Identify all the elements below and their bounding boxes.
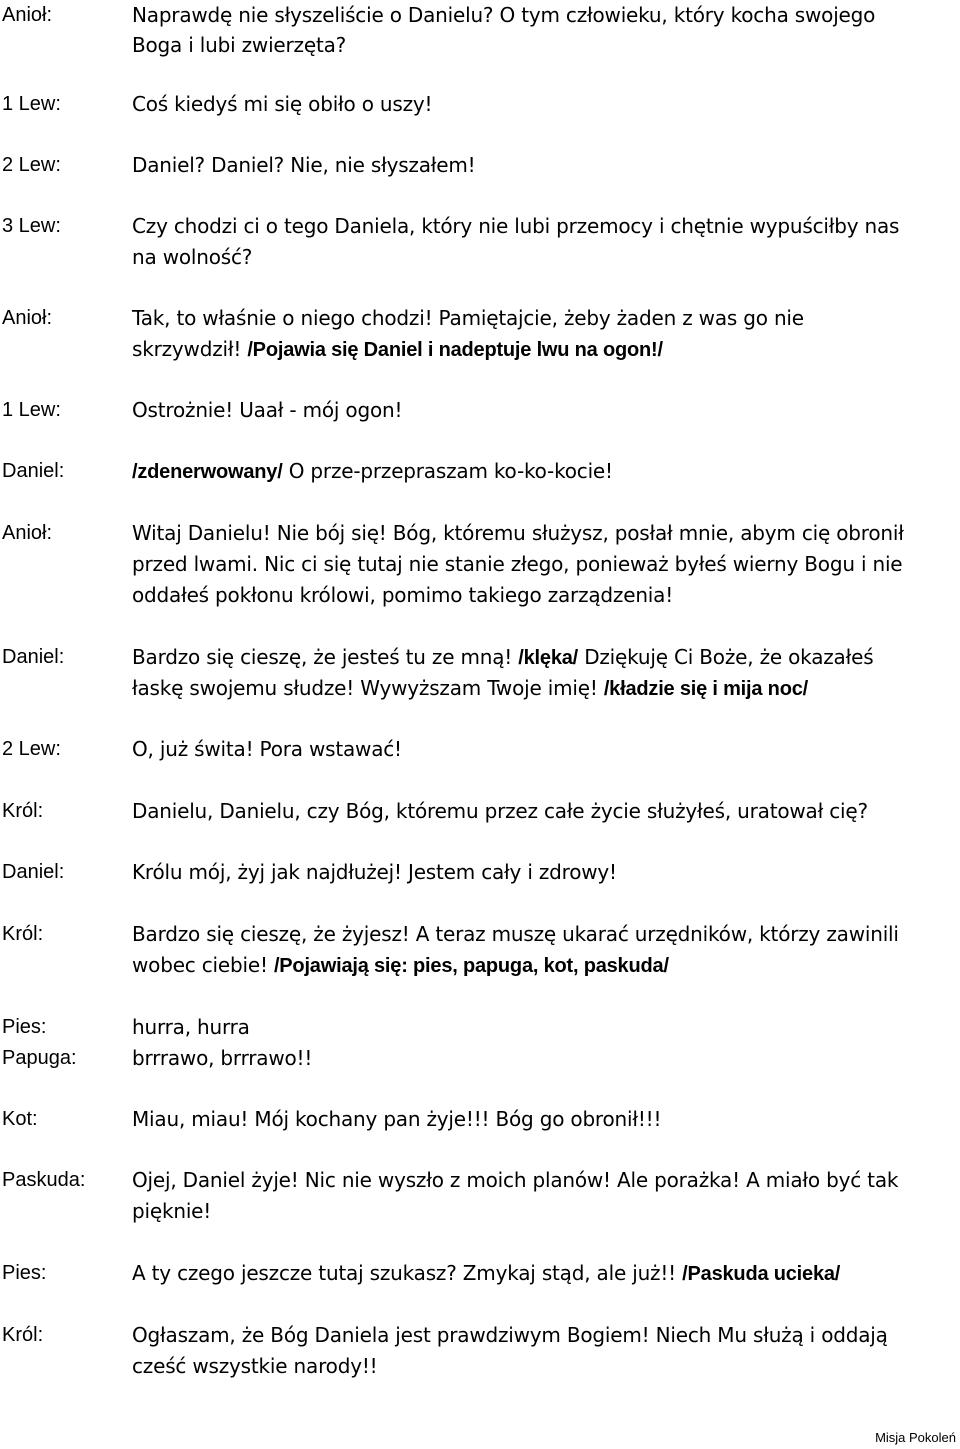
speaker-label: 3 Lew: xyxy=(2,215,61,237)
dialogue-text: Miau, miau! Mój kochany pan żyje!!! Bóg go obronił!!! xyxy=(132,1107,662,1131)
speaker-label: Król: xyxy=(2,1324,44,1346)
dialogue-line xyxy=(0,395,960,425)
dialogue-text: Ojej, Daniel żyje! Nic nie wyszło z moich planów! Ale porażka! A miało być tak xyxy=(132,1168,899,1192)
dialogue-text: Boga i lubi zwierzęta? xyxy=(132,33,347,57)
dialogue-text: brrrawo, brrrawo!! xyxy=(132,1046,313,1070)
dialogue-line xyxy=(0,919,960,949)
dialogue-line xyxy=(0,642,960,672)
dialogue-text xyxy=(132,1258,840,1289)
dialogue-text: Daniel? Daniel? Nie, nie słyszałem! xyxy=(132,153,476,177)
speaker-label: 2 Lew: xyxy=(2,738,61,760)
dialogue-text: Królu mój, żyj jak najdłużej! Jestem cały i zdrowy! xyxy=(132,860,617,884)
speaker-label: 1 Lew: xyxy=(2,93,61,115)
speaker-label: Anioł: xyxy=(2,522,53,544)
dialogue-line xyxy=(0,1012,960,1042)
dialogue-line xyxy=(0,1104,960,1134)
dialogue-line xyxy=(0,211,960,241)
dialogue-text: przed lwami. Nic ci się tutaj nie stanie złego, ponieważ byłeś wierny Bogu i nie xyxy=(132,552,903,576)
dialogue-text: Bardzo się cieszę, że żyjesz! A teraz muszę ukarać urzędników, którzy zawinili xyxy=(132,922,899,946)
dialogue-text: Witaj Danielu! Nie bój się! Bóg, któremu służysz, posłał mnie, abym cię obronił xyxy=(132,521,904,545)
dialogue-line xyxy=(0,1351,960,1381)
speaker-label: Kot: xyxy=(2,1108,38,1130)
dialogue-text: cześć wszystkie narody!! xyxy=(132,1354,378,1378)
speaker-label: Król: xyxy=(2,923,44,945)
dialogue-text-part: A ty czego jeszcze tutaj szukasz? Zmykaj stąd, ale już!! xyxy=(132,1261,683,1285)
stage-direction: /kładzie się i mija noc/ xyxy=(603,678,808,700)
dialogue-line xyxy=(0,950,960,980)
dialogue-line xyxy=(0,150,960,180)
dialogue-text: Ogłaszam, że Bóg Daniela jest prawdziwym Bogiem! Niech Mu służą i oddają xyxy=(132,1323,888,1347)
dialogue-line xyxy=(0,1258,960,1288)
dialogue-text xyxy=(132,673,808,704)
dialogue-text xyxy=(132,456,613,487)
dialogue-line xyxy=(0,796,960,826)
dialogue-line xyxy=(0,30,960,60)
dialogue-text: O, już świta! Pora wstawać! xyxy=(132,737,402,761)
dialogue-text: Coś kiedyś mi się obiło o uszy! xyxy=(132,92,433,116)
dialogue-text: pięknie! xyxy=(132,1199,212,1223)
dialogue-line xyxy=(0,1196,960,1226)
speaker-label: Paskuda: xyxy=(2,1169,86,1191)
speaker-label: Daniel: xyxy=(2,460,65,482)
dialogue-text-part: wobec ciebie! xyxy=(132,953,274,977)
dialogue-line xyxy=(0,518,960,548)
dialogue-line xyxy=(0,456,960,486)
dialogue-line xyxy=(0,334,960,364)
stage-direction: /Pojawiają się: pies, papuga, kot, paskuda/ xyxy=(273,955,669,977)
dialogue-line xyxy=(0,1320,960,1350)
speaker-label: 2 Lew: xyxy=(2,154,61,176)
dialogue-text: hurra, hurra xyxy=(132,1015,250,1039)
dialogue-line xyxy=(0,1043,960,1073)
stage-direction: /Paskuda ucieka/ xyxy=(682,1263,841,1285)
dialogue-line xyxy=(0,89,960,119)
speaker-label: 1 Lew: xyxy=(2,399,61,421)
dialogue-text: Czy chodzi ci o tego Daniela, który nie lubi przemocy i chętnie wypuściłby nas xyxy=(132,214,900,238)
stage-direction: /klęka/ xyxy=(518,647,579,669)
footer-label: Misja Pokoleń xyxy=(875,1430,956,1445)
dialogue-text: Tak, to właśnie o niego chodzi! Pamiętajcie, żeby żaden z was go nie xyxy=(132,306,804,330)
dialogue-text-part: O prze-przepraszam ko-ko-kocie! xyxy=(282,459,613,483)
dialogue-line xyxy=(0,549,960,579)
speaker-label: Daniel: xyxy=(2,861,65,883)
dialogue-text: Ostrożnie! Uaał - mój ogon! xyxy=(132,398,403,422)
speaker-label: Anioł: xyxy=(2,307,53,329)
dialogue-text-part: łaskę swojemu słudze! Wywyższam Twoje imię! xyxy=(132,676,604,700)
dialogue-text-part: Dziękuję Ci Boże, że okazałeś xyxy=(578,645,874,669)
dialogue-text: Danielu, Danielu, czy Bóg, któremu przez całe życie służyłeś, uratował cię? xyxy=(132,799,868,823)
dialogue-line xyxy=(0,303,960,333)
dialogue-line xyxy=(0,673,960,703)
speaker-label: Anioł: xyxy=(2,4,53,26)
dialogue-line xyxy=(0,734,960,764)
dialogue-line xyxy=(0,0,960,30)
speaker-label: Papuga: xyxy=(2,1047,77,1069)
dialogue-text xyxy=(132,642,873,673)
speaker-label: Pies: xyxy=(2,1262,47,1284)
dialogue-text-part: Bardzo się cieszę, że jesteś tu ze mną! xyxy=(132,645,519,669)
dialogue-line xyxy=(0,857,960,887)
speaker-label: Daniel: xyxy=(2,646,65,668)
dialogue-text: na wolność? xyxy=(132,245,253,269)
dialogue-line xyxy=(0,242,960,272)
speaker-label: Pies: xyxy=(2,1016,47,1038)
dialogue-text xyxy=(132,334,663,365)
stage-direction: /Pojawia się Daniel i nadeptuje lwu na ogon!/ xyxy=(247,339,663,361)
stage-direction: /zdenerwowany/ xyxy=(132,461,283,483)
dialogue-line xyxy=(0,580,960,610)
dialogue-text-part: skrzywdził! xyxy=(132,337,248,361)
dialogue-text: Naprawdę nie słyszeliście o Danielu? O tym człowieku, który kocha swojego xyxy=(132,3,876,27)
dialogue-text xyxy=(132,950,669,981)
speaker-label: Król: xyxy=(2,800,44,822)
dialogue-line xyxy=(0,1165,960,1195)
dialogue-text: oddałeś pokłonu królowi, pomimo takiego zarządzenia! xyxy=(132,583,674,607)
